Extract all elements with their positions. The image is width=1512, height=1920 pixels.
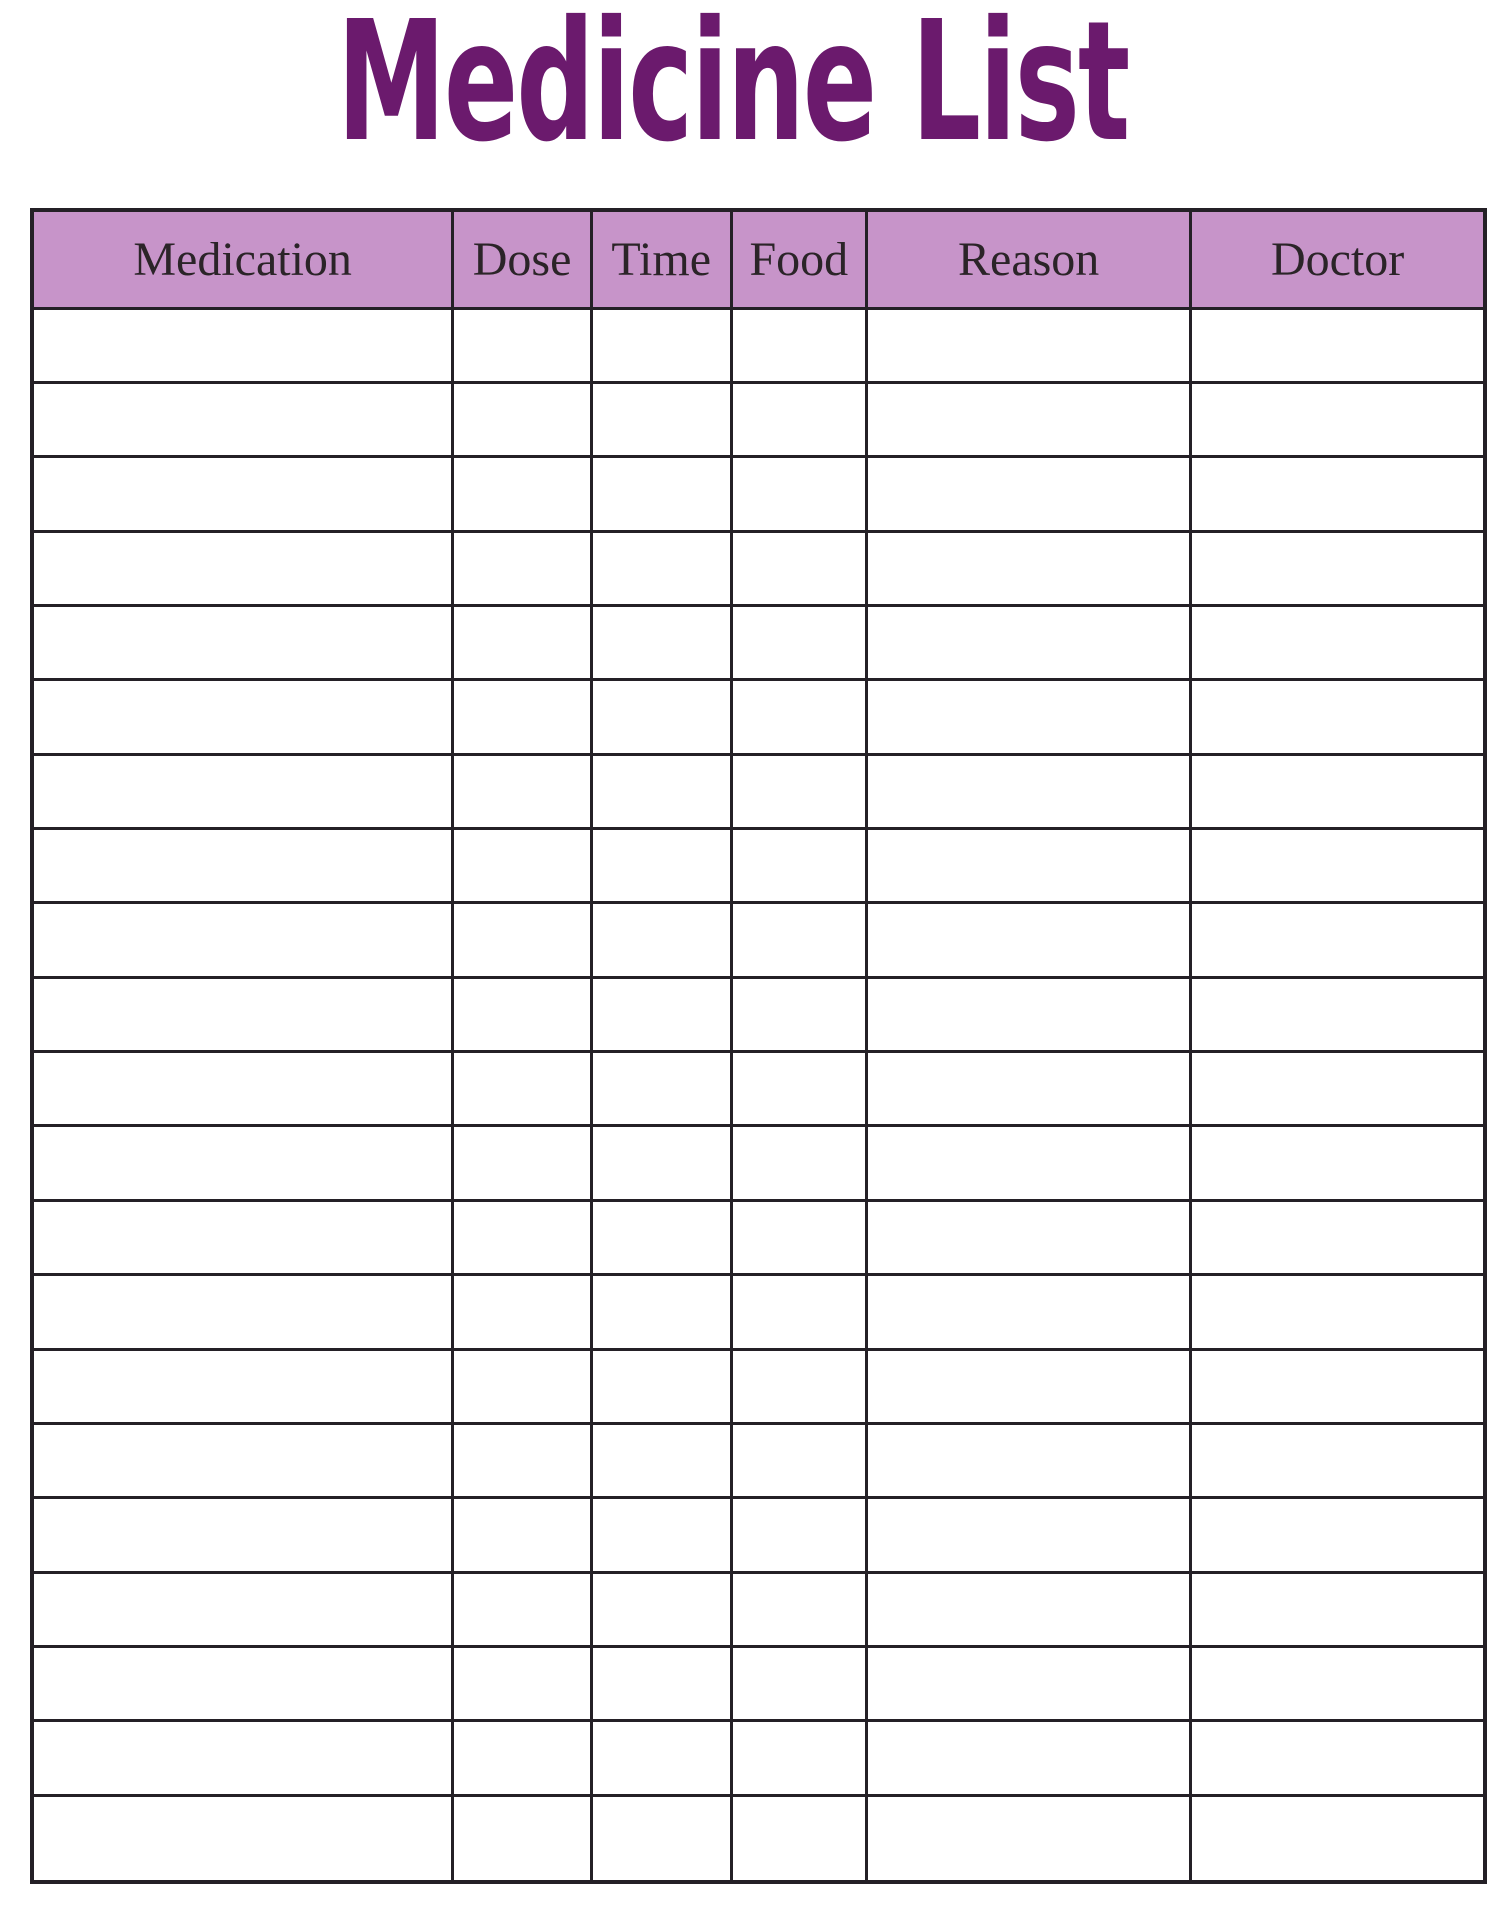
empty-cell bbox=[731, 1200, 867, 1274]
empty-cell bbox=[591, 457, 731, 531]
empty-cell bbox=[453, 1200, 592, 1274]
empty-cell bbox=[453, 680, 592, 754]
empty-cell bbox=[32, 308, 453, 382]
empty-cell bbox=[731, 1349, 867, 1423]
empty-cell bbox=[32, 977, 453, 1051]
empty-cell bbox=[32, 382, 453, 456]
empty-cell bbox=[591, 903, 731, 977]
empty-cell bbox=[1191, 829, 1485, 903]
empty-cell bbox=[32, 1126, 453, 1200]
table-row bbox=[32, 1423, 1485, 1497]
table-row bbox=[32, 1795, 1485, 1882]
table-row bbox=[32, 829, 1485, 903]
column-header-food: Food bbox=[731, 210, 867, 308]
column-header-doctor: Doctor bbox=[1191, 210, 1485, 308]
table-row bbox=[32, 680, 1485, 754]
empty-cell bbox=[591, 1572, 731, 1646]
table-row bbox=[32, 1126, 1485, 1200]
empty-cell bbox=[32, 1200, 453, 1274]
empty-cell bbox=[1191, 680, 1485, 754]
empty-cell bbox=[591, 531, 731, 605]
empty-cell bbox=[867, 457, 1191, 531]
table-row bbox=[32, 1200, 1485, 1274]
table-row bbox=[32, 457, 1485, 531]
table-row bbox=[32, 977, 1485, 1051]
empty-cell bbox=[867, 1349, 1191, 1423]
empty-cell bbox=[453, 1498, 592, 1572]
column-header-time: Time bbox=[591, 210, 731, 308]
empty-cell bbox=[591, 1349, 731, 1423]
empty-cell bbox=[453, 754, 592, 828]
column-header-medication: Medication bbox=[32, 210, 453, 308]
column-header-reason: Reason bbox=[867, 210, 1191, 308]
page-title: Medicine List bbox=[337, 0, 1129, 179]
empty-cell bbox=[32, 1572, 453, 1646]
table-row bbox=[32, 308, 1485, 382]
empty-cell bbox=[731, 1572, 867, 1646]
empty-cell bbox=[453, 308, 592, 382]
table-row bbox=[32, 903, 1485, 977]
table-row bbox=[32, 1349, 1485, 1423]
empty-cell bbox=[1191, 1200, 1485, 1274]
empty-cell bbox=[867, 903, 1191, 977]
empty-cell bbox=[867, 1721, 1191, 1795]
medicine-table bbox=[30, 208, 1487, 1884]
empty-cell bbox=[731, 1646, 867, 1720]
empty-cell bbox=[731, 903, 867, 977]
empty-cell bbox=[453, 977, 592, 1051]
empty-cell bbox=[731, 1423, 867, 1497]
empty-cell bbox=[867, 1646, 1191, 1720]
empty-cell bbox=[1191, 977, 1485, 1051]
empty-cell bbox=[1191, 1721, 1485, 1795]
empty-cell bbox=[32, 1275, 453, 1349]
empty-cell bbox=[1191, 1646, 1485, 1720]
empty-cell bbox=[32, 754, 453, 828]
table-row bbox=[32, 1275, 1485, 1349]
empty-cell bbox=[1191, 1795, 1485, 1882]
empty-cell bbox=[1191, 531, 1485, 605]
empty-cell bbox=[867, 1795, 1191, 1882]
empty-cell bbox=[731, 977, 867, 1051]
empty-cell bbox=[591, 829, 731, 903]
empty-cell bbox=[867, 1126, 1191, 1200]
empty-cell bbox=[453, 1423, 592, 1497]
empty-cell bbox=[867, 1572, 1191, 1646]
empty-cell bbox=[591, 1498, 731, 1572]
empty-cell bbox=[591, 1200, 731, 1274]
table-row bbox=[32, 1721, 1485, 1795]
empty-cell bbox=[1191, 1423, 1485, 1497]
empty-cell bbox=[731, 1052, 867, 1126]
empty-cell bbox=[591, 1126, 731, 1200]
empty-cell bbox=[453, 1052, 592, 1126]
empty-cell bbox=[731, 457, 867, 531]
table-row bbox=[32, 1572, 1485, 1646]
empty-cell bbox=[1191, 903, 1485, 977]
empty-cell bbox=[591, 308, 731, 382]
empty-cell bbox=[731, 308, 867, 382]
empty-cell bbox=[867, 1423, 1191, 1497]
empty-cell bbox=[1191, 754, 1485, 828]
empty-cell bbox=[1191, 457, 1485, 531]
empty-cell bbox=[453, 1126, 592, 1200]
table-row bbox=[32, 531, 1485, 605]
empty-cell bbox=[453, 382, 592, 456]
empty-cell bbox=[32, 680, 453, 754]
empty-cell bbox=[1191, 1572, 1485, 1646]
empty-cell bbox=[591, 1423, 731, 1497]
empty-cell bbox=[32, 1646, 453, 1720]
empty-cell bbox=[867, 308, 1191, 382]
empty-cell bbox=[867, 977, 1191, 1051]
empty-cell bbox=[591, 1721, 731, 1795]
empty-cell bbox=[731, 680, 867, 754]
empty-cell bbox=[453, 457, 592, 531]
table-row bbox=[32, 1498, 1485, 1572]
empty-cell bbox=[453, 531, 592, 605]
empty-cell bbox=[453, 1646, 592, 1720]
empty-cell bbox=[453, 1795, 592, 1882]
empty-cell bbox=[1191, 1126, 1485, 1200]
empty-cell bbox=[731, 829, 867, 903]
empty-cell bbox=[591, 754, 731, 828]
empty-cell bbox=[1191, 1275, 1485, 1349]
empty-cell bbox=[453, 1275, 592, 1349]
empty-cell bbox=[867, 1275, 1191, 1349]
table-row bbox=[32, 1646, 1485, 1720]
empty-cell bbox=[731, 1498, 867, 1572]
empty-cell bbox=[1191, 605, 1485, 679]
empty-cell bbox=[731, 1795, 867, 1882]
empty-cell bbox=[731, 1126, 867, 1200]
empty-cell bbox=[32, 605, 453, 679]
empty-cell bbox=[731, 754, 867, 828]
empty-cell bbox=[731, 1721, 867, 1795]
empty-cell bbox=[867, 1052, 1191, 1126]
empty-cell bbox=[591, 977, 731, 1051]
table-row bbox=[32, 1052, 1485, 1126]
empty-cell bbox=[32, 1349, 453, 1423]
empty-cell bbox=[731, 382, 867, 456]
empty-cell bbox=[32, 1721, 453, 1795]
empty-cell bbox=[867, 1200, 1191, 1274]
empty-cell bbox=[32, 1498, 453, 1572]
table-row bbox=[32, 605, 1485, 679]
empty-cell bbox=[867, 1498, 1191, 1572]
column-header-dose: Dose bbox=[453, 210, 592, 308]
empty-cell bbox=[867, 829, 1191, 903]
empty-cell bbox=[1191, 1349, 1485, 1423]
empty-cell bbox=[32, 903, 453, 977]
empty-cell bbox=[731, 605, 867, 679]
empty-cell bbox=[867, 605, 1191, 679]
empty-cell bbox=[1191, 382, 1485, 456]
empty-cell bbox=[591, 1795, 731, 1882]
title-area bbox=[0, 0, 1489, 179]
empty-cell bbox=[32, 531, 453, 605]
empty-cell bbox=[32, 1423, 453, 1497]
empty-cell bbox=[1191, 1052, 1485, 1126]
empty-cell bbox=[453, 1721, 592, 1795]
empty-cell bbox=[731, 1275, 867, 1349]
table-row bbox=[32, 754, 1485, 828]
empty-cell bbox=[32, 1795, 453, 1882]
empty-cell bbox=[591, 605, 731, 679]
empty-cell bbox=[867, 754, 1191, 828]
empty-cell bbox=[591, 382, 731, 456]
empty-cell bbox=[867, 531, 1191, 605]
empty-cell bbox=[453, 829, 592, 903]
empty-cell bbox=[591, 1646, 731, 1720]
empty-cell bbox=[32, 1052, 453, 1126]
empty-cell bbox=[731, 531, 867, 605]
empty-cell bbox=[453, 1349, 592, 1423]
empty-cell bbox=[867, 680, 1191, 754]
empty-cell bbox=[1191, 1498, 1485, 1572]
empty-cell bbox=[32, 829, 453, 903]
empty-cell bbox=[591, 1052, 731, 1126]
empty-cell bbox=[591, 1275, 731, 1349]
empty-cell bbox=[32, 457, 453, 531]
empty-cell bbox=[591, 680, 731, 754]
empty-cell bbox=[867, 382, 1191, 456]
table-body bbox=[32, 308, 1485, 1882]
table-row bbox=[32, 382, 1485, 456]
empty-cell bbox=[1191, 308, 1485, 382]
empty-cell bbox=[453, 605, 592, 679]
table-header-row bbox=[32, 210, 1485, 308]
empty-cell bbox=[453, 1572, 592, 1646]
empty-cell bbox=[453, 903, 592, 977]
